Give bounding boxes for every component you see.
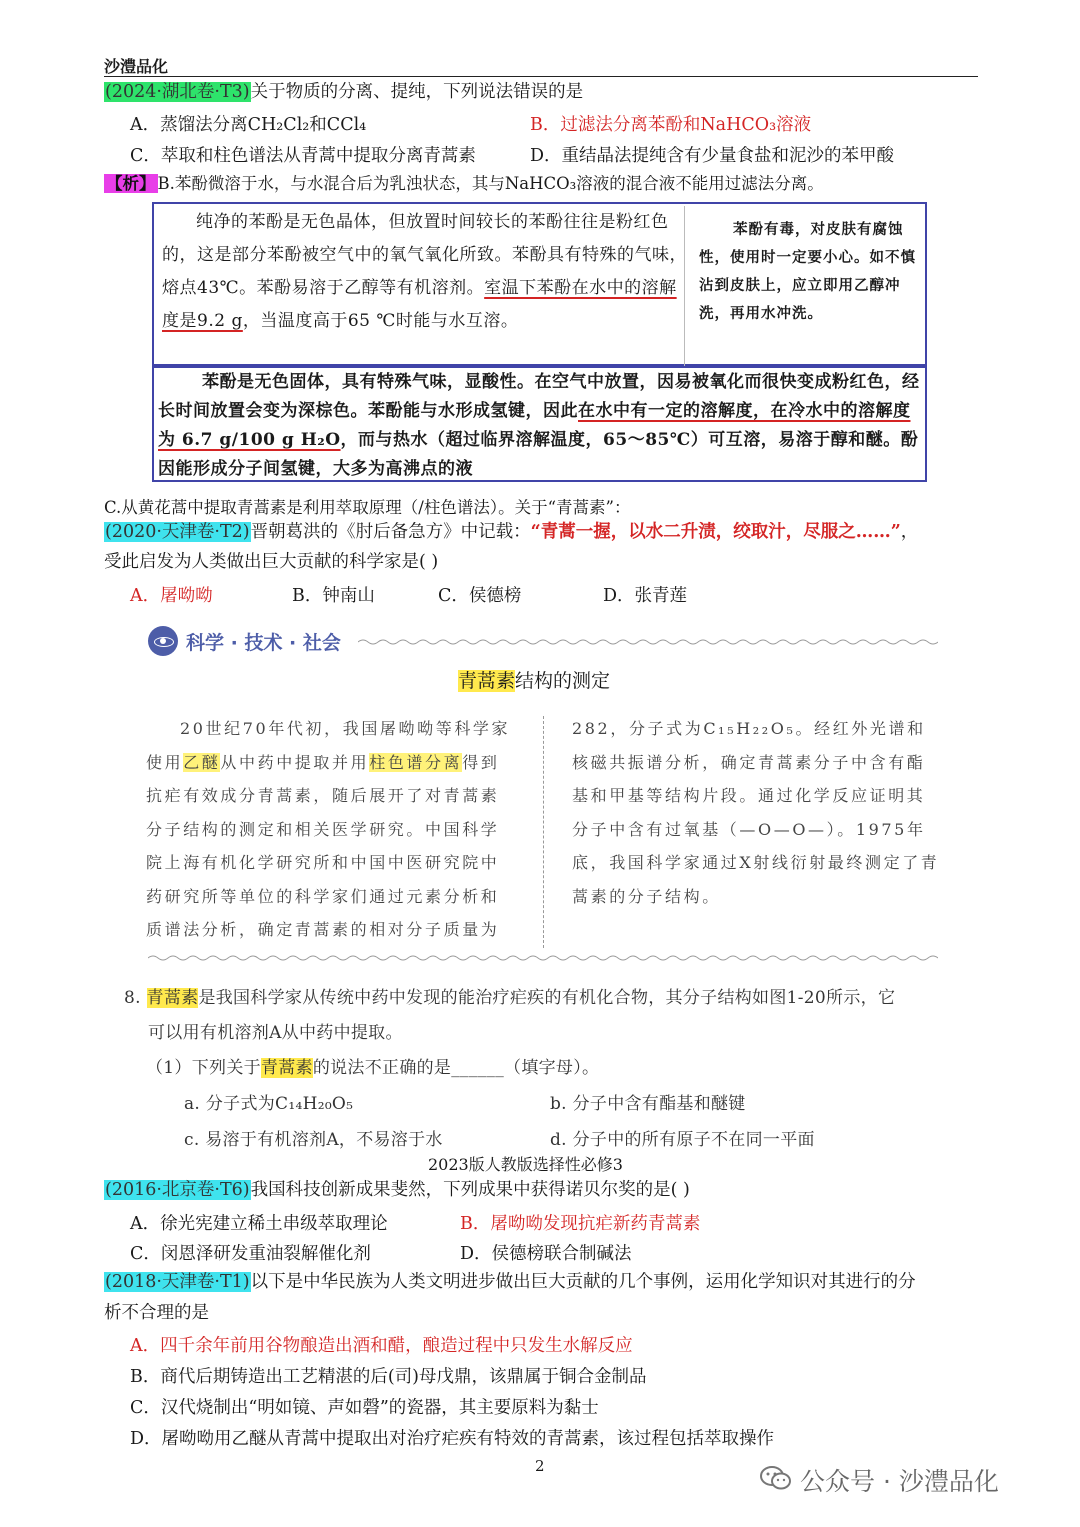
q3-stem-line	[104, 1178, 690, 1202]
q4-option-c: C．汉代烧制出“明如镜、声如磬”的瓷器，其主要原料为黏士	[130, 1398, 599, 1418]
sts-title	[458, 666, 610, 693]
q2-option-c: C．侯德榜	[438, 586, 522, 606]
excerpt-1-divider	[684, 206, 685, 366]
excerpt-2-underlined: 在水中有一定的溶解度，在冷水中的溶解度为 6.7 g/100 g H₂O	[158, 401, 911, 450]
q2-option-b: B．钟南山	[292, 586, 375, 606]
q3-option-b: B．屠呦呦发现抗疟新药青蒿素	[460, 1214, 701, 1234]
q1-option-c: C．萃取和柱色谱法从青蒿中提取分离青蒿素	[130, 146, 476, 166]
excerpt-1-text: 纯净的苯酚是无色晶体，但放置时间较长的苯酚往往是粉红色的，这是部分苯酚被空气中的氧气氧化所致。苯酚具有特殊的气味，熔点43℃。苯酚易溶于乙醇等有机溶剂。	[162, 212, 687, 298]
header-divider	[104, 76, 978, 77]
page-header-title: 沙澧品化	[104, 57, 169, 76]
sts-column-divider	[543, 716, 544, 948]
q8-highlight: 青蒿素	[146, 988, 199, 1008]
q3-stem: 我国科技创新成果斐然，下列成果中获得诺贝尔奖的是( )	[250, 1180, 690, 1200]
q4-option-b: B．商代后期铸造出工艺精湛的后(司)母戊鼎，该鼎属于铜合金制品	[130, 1367, 647, 1387]
q3-source-tag: (2016·北京卷·T6)	[105, 1180, 250, 1200]
q8-stem-1: 是我国科学家从传统中药中发现的能治疗疟疾的有机化合物，其分子结构如图1-20所示，它	[198, 988, 896, 1008]
q8-stem-line-1	[124, 983, 895, 1008]
watermark-text: 公众号 · 沙澧品化	[800, 1467, 999, 1496]
q4-source-tag: (2018·天津卷·T1)	[105, 1272, 250, 1292]
q2-stem-3: 受此启发为人类做出巨大贡献的科学家是( )	[104, 552, 439, 572]
phenol-textbook-excerpt-2	[152, 366, 927, 482]
q4-stem-line-2: 析不合理的是	[104, 1303, 209, 1323]
wavy-divider-top	[358, 638, 938, 646]
q8-option-d: d. 分子中的所有原子不在同一平面	[550, 1130, 815, 1150]
sts-title-highlight: 青蒿素	[458, 670, 516, 692]
q8-option-c: c. 易溶于有机溶剂A，不易溶于水	[184, 1130, 443, 1150]
analysis-text: B.苯酚微溶于水，与水混合后为乳浊状态，其与NaHCO₃溶液的混合液不能用过滤法分离。	[157, 174, 824, 193]
q1-stem-line	[104, 80, 583, 104]
sts-section-label: 科学 · 技术 · 社会	[186, 632, 341, 654]
sts-section-header	[148, 626, 938, 660]
q4-stem-line-1	[104, 1270, 916, 1294]
q2-stem-2: ，	[900, 522, 919, 542]
excerpt-1-text-end: ，当温度高于65 ℃时能与水互溶。	[242, 311, 519, 331]
sts-title-rest: 结构的测定	[515, 670, 611, 692]
wechat-icon	[760, 1465, 792, 1491]
q8-sub1: （1）下列关于青蒿素的说法不正确的是______（填字母）。	[146, 1058, 600, 1078]
excerpt-2-main	[158, 368, 923, 484]
q2-stem-1: 晋朝葛洪的《肘后备急方》中记载：	[250, 522, 531, 542]
page-number: 2	[535, 1457, 545, 1475]
q8-stem-line-2: 可以用有机溶剂A从中药中提取。	[148, 1023, 403, 1043]
q3-option-a: A．徐光宪建立稀土串级萃取理论	[130, 1214, 388, 1234]
sts-left-column: 20世纪70年代初，我国屠呦呦等科学家使用乙醚从中药中提取并用柱色谱分离得到抗疟有效成分青蒿素，随后展开了对青蒿素分子结构的测定和相关医学研究。中国科学院上海有机化学研究所和中国中医研究院中药研究所等单位的科学家们通过元素分析和质谱法分析，确定青蒿素的相对分子质量为	[146, 719, 511, 939]
q2-option-d: D．张青莲	[603, 586, 688, 606]
q1-stem: 关于物质的分离、提纯，下列说法错误的是	[250, 82, 584, 102]
excerpt-1-sidebar-note: 苯酚有毒，对皮肤有腐蚀性，使用时一定要小心。如不慎沾到皮肤上，应立即用乙醇冲洗，再用水冲洗。	[699, 221, 916, 322]
q2-source-tag: (2020·天津卷·T2)	[105, 522, 250, 542]
q4-stem-1: 以下是中华民族为人类文明进步做出巨大贡献的几个事例，运用化学知识对其进行的分	[250, 1272, 916, 1292]
q3-option-c: C．闵恩泽研发重油裂解催化剂	[130, 1244, 371, 1264]
q2-stem-line	[104, 520, 918, 544]
q8-option-b: b. 分子中含有酯基和醚键	[550, 1094, 746, 1114]
q4-option-d: D．屠呦呦用乙醚从青蒿中提取出对治疗疟疾有特效的青蒿素，该过程包括萃取操作	[130, 1429, 775, 1449]
q8-number: 8.	[124, 988, 141, 1008]
sts-right-column: 282，分子式为C₁₅H₂₂O₅。经红外光谱和核磁共振谱分析，确定青蒿素分子中含有酯基和甲基等结构片段。通过化学反应证明其分子中含有过氧基（—O—O—）。1975年底，我国科学家通过X射线衍射最终测定了青蒿素的分子结构。	[572, 719, 940, 906]
excerpt-2-text: 苯酚是无色固体，具有特殊气味，显酸性。在空气中放置，因易被氧化而很快变成粉红色，经长时间放置会变为深棕色。苯酚能与水形成氢键，因此	[158, 372, 920, 421]
phenol-textbook-excerpt-1	[152, 202, 927, 366]
q2-option-a: A．屠呦呦	[130, 586, 213, 606]
q1-analysis	[104, 172, 824, 196]
q1-option-b: B．过滤法分离苯酚和NaHCO₃溶液	[530, 115, 812, 135]
highlight-ether: 乙醚	[183, 752, 221, 772]
q2-quote: “青蒿一握，以水二升渍，绞取汁，尽服之……”	[530, 522, 901, 542]
analysis-tag: 【析】	[106, 174, 156, 193]
excerpt-1-main	[162, 206, 692, 338]
excerpt-2-text-end: ，而与热水（超过临界溶解温度，65～85℃）可互溶，易溶于醇和醚。酚因能形成分子间氢键，大多为高沸点的液	[158, 430, 919, 479]
q8-sub1-highlight: 青蒿素	[260, 1058, 313, 1078]
wavy-divider-bottom	[148, 954, 938, 962]
note-c: C.从黄花蒿中提取青蒿素是利用萃取原理（/柱色谱法）。关于“青蒿素”：	[104, 498, 631, 517]
q4-option-a: A．四千余年前用谷物酿造出酒和醋，酿造过程中只发生水解反应	[130, 1336, 633, 1356]
q3-option-d: D．侯德榜联合制碱法	[460, 1244, 632, 1264]
q8-source: 2023版人教版选择性必修3	[428, 1155, 623, 1174]
q1-source-tag: (2024·湖北卷·T3)	[105, 82, 250, 102]
q1-option-d: D．重结晶法提纯含有少量食盐和泥沙的苯甲酸	[530, 146, 895, 166]
atom-icon	[148, 626, 178, 656]
excerpt-1-underlined: 室温下苯酚在水中的溶解度是9.2 g	[162, 278, 677, 331]
q1-option-a: A．蒸馏法分离CH₂Cl₂和CCl₄	[130, 115, 367, 135]
highlight-column-chromatography: 柱色谱分离	[369, 752, 463, 772]
q8-option-a: a. 分子式为C₁₄H₂₀O₅	[184, 1094, 354, 1114]
